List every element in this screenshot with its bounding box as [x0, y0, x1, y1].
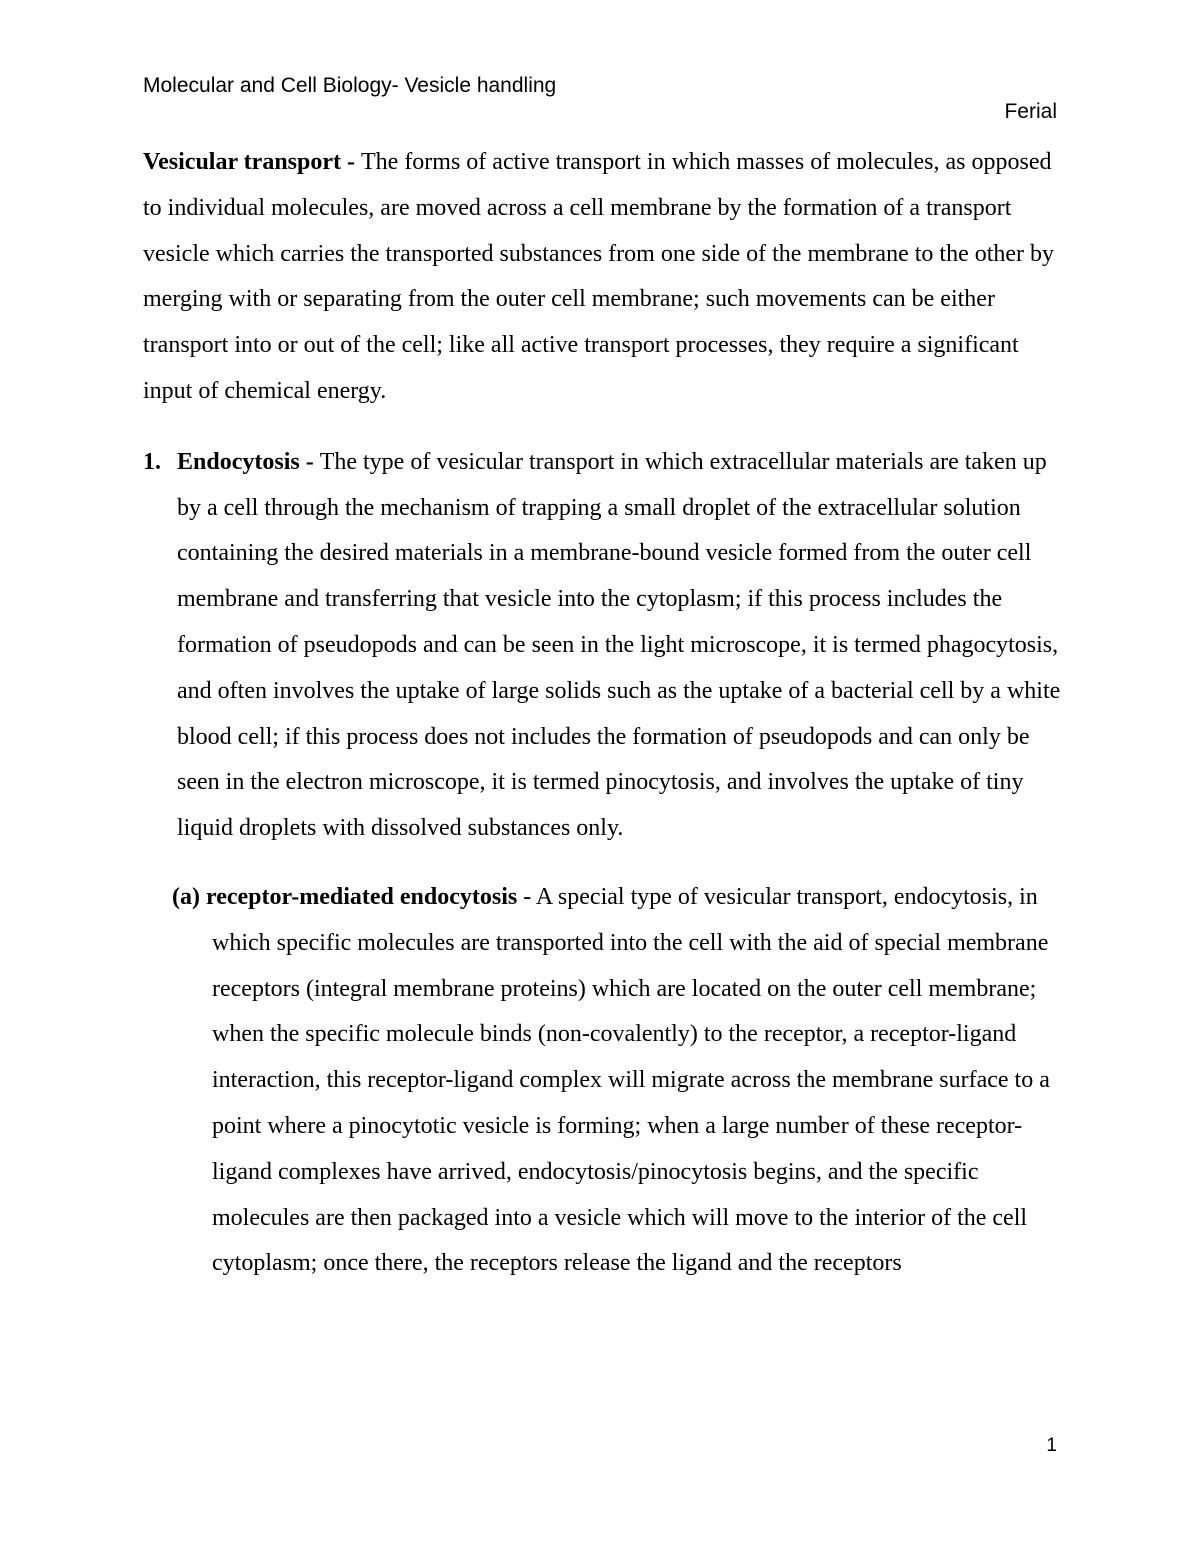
intro-separator: -: [341, 149, 361, 175]
sub-item-label: (a): [172, 883, 200, 910]
endocytosis-definition: The type of vesicular transport in which extracellular materials are taken up by a cell through the mechanism of trapping a small droplet of the extracellular solution containing the desired materials in a membrane-bound vesicle formed from the outer cell membrane and transferring that vesicle into the cytoplasm; if this process includes the formation of pseudopods and can be seen in the light microscope, it is termed phagocytosis, and often involves the uptake of large solids such as the uptake of a bacterial cell by a white blood cell; if this process does not includes the formation of pseudopods and can only be seen in the electron microscope, it is termed pinocytosis, and involves the uptake of tiny liquid droplets with dissolved substances only.: [177, 448, 1061, 842]
intro-term: Vesicular transport: [143, 149, 341, 175]
receptor-mediated-paragraph: [172, 875, 1061, 1287]
list-item-number: 1.: [143, 448, 161, 475]
intro-paragraph: [143, 140, 1061, 415]
list-item-endocytosis: [143, 440, 1061, 852]
receptor-mediated-definition: A special type of vesicular transport, endocytosis, in which specific molecules are transported into the cell with the aid of special membrane receptors (integral membrane proteins) which are located on the outer cell membrane; when the specific molecule binds (non-covalently) to the receptor, a receptor-ligand interaction, this receptor-ligand complex will migrate across the membrane surface to a point where a pinocytotic vesicle is forming; when a large number of these receptor-ligand complexes have arrived, endocytosis/pinocytosis begins, and the specific molecules are then packaged into a vesicle which will move to the interior of the cell cytoplasm; once there, the receptors release the ligand and the receptors: [212, 883, 1050, 1277]
receptor-mediated-term: receptor-mediated endocytosis: [205, 883, 518, 910]
endocytosis-separator: -: [299, 448, 320, 475]
author-name: Ferial: [1004, 100, 1057, 123]
intro-definition: The forms of active transport in which masses of molecules, as opposed to individual molecules, are moved across a cell membrane by the formation of a transport vesicle which carries the transported substances from one side of the membrane to the other by merging with or separating from the outer cell membrane; such movements can be either transport into or out of the cell; like all active transport processes, they require a significant input of chemical energy.: [143, 149, 1055, 404]
endocytosis-term: Endocytosis: [177, 448, 300, 475]
running-header-title: Molecular and Cell Biology- Vesicle handling: [143, 74, 557, 97]
receptor-mediated-separator: -: [517, 883, 536, 910]
sub-item-receptor-mediated: [143, 875, 1061, 1287]
document-body: [143, 140, 1061, 1287]
endocytosis-paragraph: [177, 440, 1061, 852]
page-number: 1: [1046, 1435, 1057, 1456]
